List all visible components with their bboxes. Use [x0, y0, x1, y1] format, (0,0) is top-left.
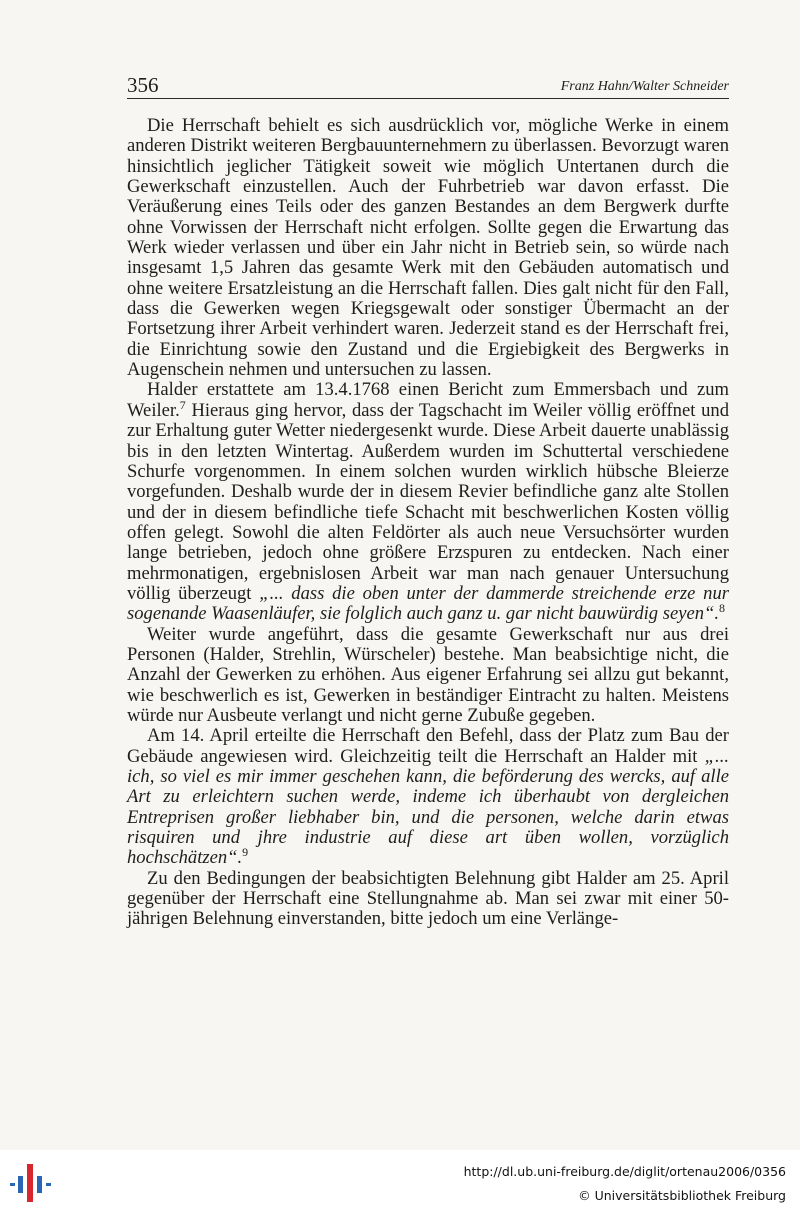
paragraph-4-text: Am 14. April erteilte die Herrschaft den Befehl, dass der Platz zum Bau der Gebäude angewiesen wird. Gleichzeitig teilt die Herrschaft an Halder mit — [127, 725, 729, 767]
paragraph-3: Weiter wurde angeführt, dass die gesamte Gewerkschaft nur aus drei Personen (Halder, Strehlin, Würscheler) bestehe. Man beabsichtige nicht, die Anzahl der Gewerken zu erhöhen. Aus eigener Erfahrung sei allzu gut bekannt, wie beschwerlich es ist, Gewerken in beständiger Eintracht zu halten. Meistens würde nur Ausbeute verlangt und nicht gerne Zubuße gegeben. — [127, 623, 729, 726]
running-head: Franz Hahn/Walter Schneider — [560, 79, 729, 94]
paragraph-1: Die Herrschaft behielt es sich ausdrücklich vor, mögliche Werke in einem anderen Distrikt weiteren Bergbauunternehmern zu überlassen. Bevorzugt waren hinsichtlich jeglicher Tätigkeit soweit wie möglich Untertanen durch die Gewerkschaft einzustellen. Auch der Fuhrbetrieb war davon erfasst. Die Veräußerung eines Teils oder des ganzen Bestandes an dem Bergwerk durfte ohne Vorwissen der Herrschaft nicht erfolgen. Sollte gegen die Erwartung das Werk wieder verlassen und über ein Jahr nicht in Betrieb sein, so würde nach insgesamt 1,5 Jahren das gesamte Werk mit den Gebäuden automatisch und ohne weitere Ersatzleistung an die Herrschaft fallen. Dies galt nicht für den Fall, dass die Gewerken wegen Kriegsgewalt oder sonstiger Übermacht an der Fortsetzung ihrer Arbeit verhindert waren. Jederzeit stand es der Herrschaft frei, die Einrichtung sowie den Zustand und die Ergiebigkeit des Bergwerks in Augenschein nehmen und untersuchen zu lassen. — [127, 115, 729, 381]
footnote-ref-9: 9 — [242, 845, 249, 860]
paragraph-4-quote: „... ich, so viel es mir immer geschehen kann, die beförderung des wercks, auf alle Art zu erleichtern suchen werde, indeme ich überhaubt von dergleichen Entreprisen großer liebhaber bin, und die personen, welche darin etwas risquiren und jhre industrie auf diese art üben wollen, vorzüglich hochschätzen“. — [127, 745, 729, 869]
body-text — [127, 116, 729, 930]
footnote-ref-8: 8 — [719, 601, 726, 616]
library-logo-icon — [10, 1164, 52, 1202]
paragraph-5: Zu den Bedingungen der beabsichtigten Belehnung gibt Halder am 25. April gegenüber der Herrschaft eine Stellungnahme ab. Man sei zwar mit einer 50-jährigen Belehnung einverstanden, bitte jedoch um eine Verlänge- — [127, 867, 729, 930]
viewer-footer — [0, 1150, 800, 1212]
page-header — [127, 74, 729, 99]
source-url-link[interactable]: http://dl.ub.uni-freiburg.de/diglit/ortenau2006/0356 — [463, 1164, 786, 1179]
paragraph-2-quote: „... dass die oben unter der dammerde streichende erze nur sogenande Waasenläufer, sie folglich auch ganz u. gar nicht bauwürdig seyen“. — [127, 582, 729, 625]
paragraph-2-text-b: Hieraus ging hervor, dass der Tagschacht im Weiler völlig eröffnet und zur Erhaltung guter Wetter niedergesenkt wurde. Diese Arbeit dauerte unablässig bis in den letzten Wintertag. Außerdem wurden im Schuttertal verschiedene Schurfe vorgenommen. In einem solchen wurden wirklich hübsche Bleierze vorgefunden. Deshalb wurde der in diesem Revier befindliche ganz alte Stollen und der in diesem befindliche tiefe Schacht mit beschwerlichen Kosten völlig offen gelegt. Sowohl die alten Feldörter als auch neue Versuchsörter wurden lange betrieben, jedoch ohne größere Erzspuren zu entdecken. Nach einer mehrmonatigen, ergebnislosen Arbeit war man nach genauer Untersuchung völlig überzeugt — [127, 399, 729, 604]
paragraph-2-text-a: Halder erstattete am 13.4.1768 einen Bericht zum Emmersbach und zum Weiler. — [127, 379, 729, 421]
paragraph-2 — [127, 380, 729, 624]
footnote-ref-7: 7 — [179, 397, 186, 412]
copyright-notice: © Universitätsbibliothek Freiburg — [578, 1188, 786, 1203]
paragraph-4 — [127, 726, 729, 868]
page-number: 356 — [127, 73, 159, 97]
